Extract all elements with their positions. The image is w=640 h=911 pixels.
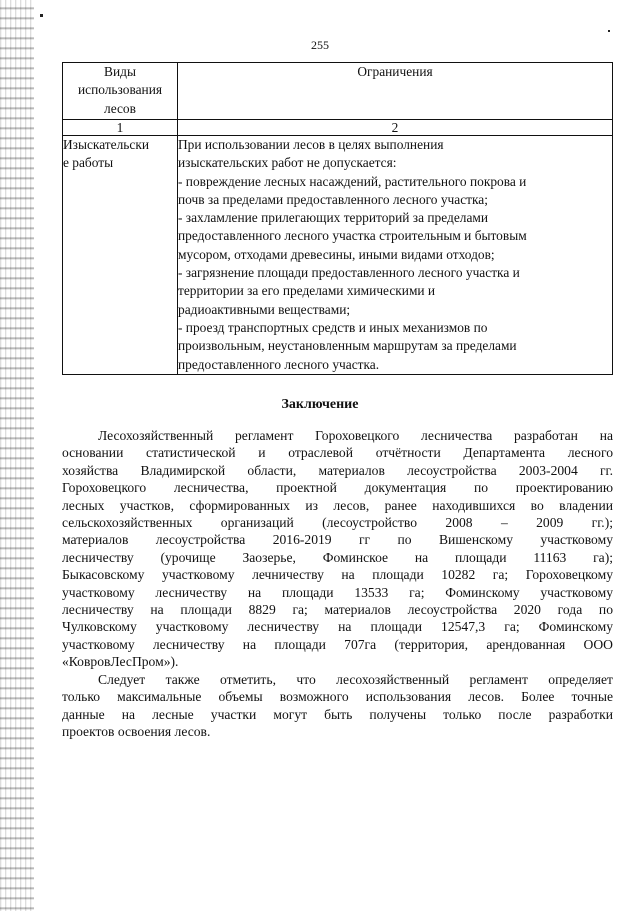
cell-line: мусором, отходами древесины, иными видами отходов; (178, 246, 495, 262)
restrictions-cell (178, 136, 613, 375)
text-line: Быкасовскому участковому лечничеству на площади 10282 га; Гороховецкому (62, 567, 613, 583)
header-line: использования (77, 82, 163, 98)
text-line: участковому лесничеству на площади 707га (территория, арендованная ООО (62, 636, 613, 652)
restrictions-table (62, 62, 613, 375)
cell-line: При использовании лесов в целях выполнения (178, 137, 444, 152)
paragraph (62, 427, 613, 671)
column-number: 2 (178, 120, 613, 136)
text-line: участковому лесничеству на площади 13533 га; Фоминскому участковому (62, 584, 613, 600)
cell-line: предоставленного лесного участка. (178, 356, 380, 372)
text-line: лесничеству на площади 8829 га; материалов лесоустройства 2020 года по (62, 602, 613, 618)
table-header-row (63, 63, 613, 120)
header-line: Виды (104, 64, 136, 79)
page-number: 255 (311, 38, 329, 52)
text-line: проектов освоения лесов. (62, 723, 211, 739)
header-restrictions: Ограничения (178, 63, 613, 120)
cell-line: е работы (63, 155, 114, 171)
cell-line: - захламление прилегающих территорий за пределами (178, 210, 489, 226)
cell-line: предоставленного лесного участка строительным и бытовым (178, 228, 527, 244)
header-line: лесов (104, 100, 136, 116)
text-line: лесничеству (урочище Заозерье, Фоминское на площади 11163 га); (62, 549, 613, 565)
usage-type-cell (63, 136, 178, 375)
text-line: Гороховецкого лесничества, проектной документация по проектированию (62, 480, 613, 496)
text-line: сельскохозяйственных организаций (лесоустройство 2008 – 2009 гг.); (62, 515, 613, 531)
text-line: материалов лесоустройства 2016-2019 гг по Вишенскому участковому (62, 532, 613, 548)
scan-speck (608, 30, 610, 32)
conclusion-text (62, 427, 613, 740)
header-usage-types (63, 63, 178, 120)
cell-line: - повреждение лесных насаждений, растительного покрова и (178, 173, 527, 189)
paragraph (62, 671, 613, 741)
table-row (63, 136, 613, 375)
scan-edge-artifact (0, 0, 34, 911)
table-column-number-row (63, 120, 613, 136)
cell-line: произвольным, неустановленным маршрутам за пределами (178, 338, 517, 354)
text-line: «КовровЛесПром»). (62, 654, 179, 670)
text-line: Следует также отметить, что лесохозяйственный регламент определяет (98, 671, 613, 687)
cell-line: - проезд транспортных средств и иных механизмов по (178, 319, 488, 335)
scan-speck (40, 14, 43, 17)
text-line: основании статистической и отраслевой отчётности Департамента лесного (62, 445, 613, 461)
text-line: Чулковскому участковому лесничеству на площади 12547,3 га; Фоминскому (62, 619, 613, 635)
cell-line: - загрязнение площади предоставленного лесного участка и (178, 265, 520, 281)
cell-line: изыскательских работ не допускается: (178, 155, 397, 171)
cell-line: радиоактивными веществами; (178, 301, 351, 317)
cell-line: территории за его пределами химическими и (178, 283, 436, 299)
cell-line: почв за пределами предоставленного лесного участка; (178, 191, 488, 207)
text-line: лесных участков, сформированных из лесов, ранее находившихся во владении (62, 497, 613, 513)
cell-line: Изыскательски (63, 137, 149, 152)
text-line: только максимальные объемы возможного использования лесов. Более точные (62, 689, 613, 705)
text-line: Лесохозяйственный регламент Гороховецкого лесничества разработан на (98, 428, 613, 443)
section-heading: Заключение (281, 397, 359, 412)
column-number: 1 (63, 120, 178, 136)
text-line: данные на лесные участки могут быть получены только после разработки (62, 706, 613, 722)
text-line: хозяйства Владимирской области, материалов лесоустройства 2003-2004 гг. (62, 462, 613, 478)
